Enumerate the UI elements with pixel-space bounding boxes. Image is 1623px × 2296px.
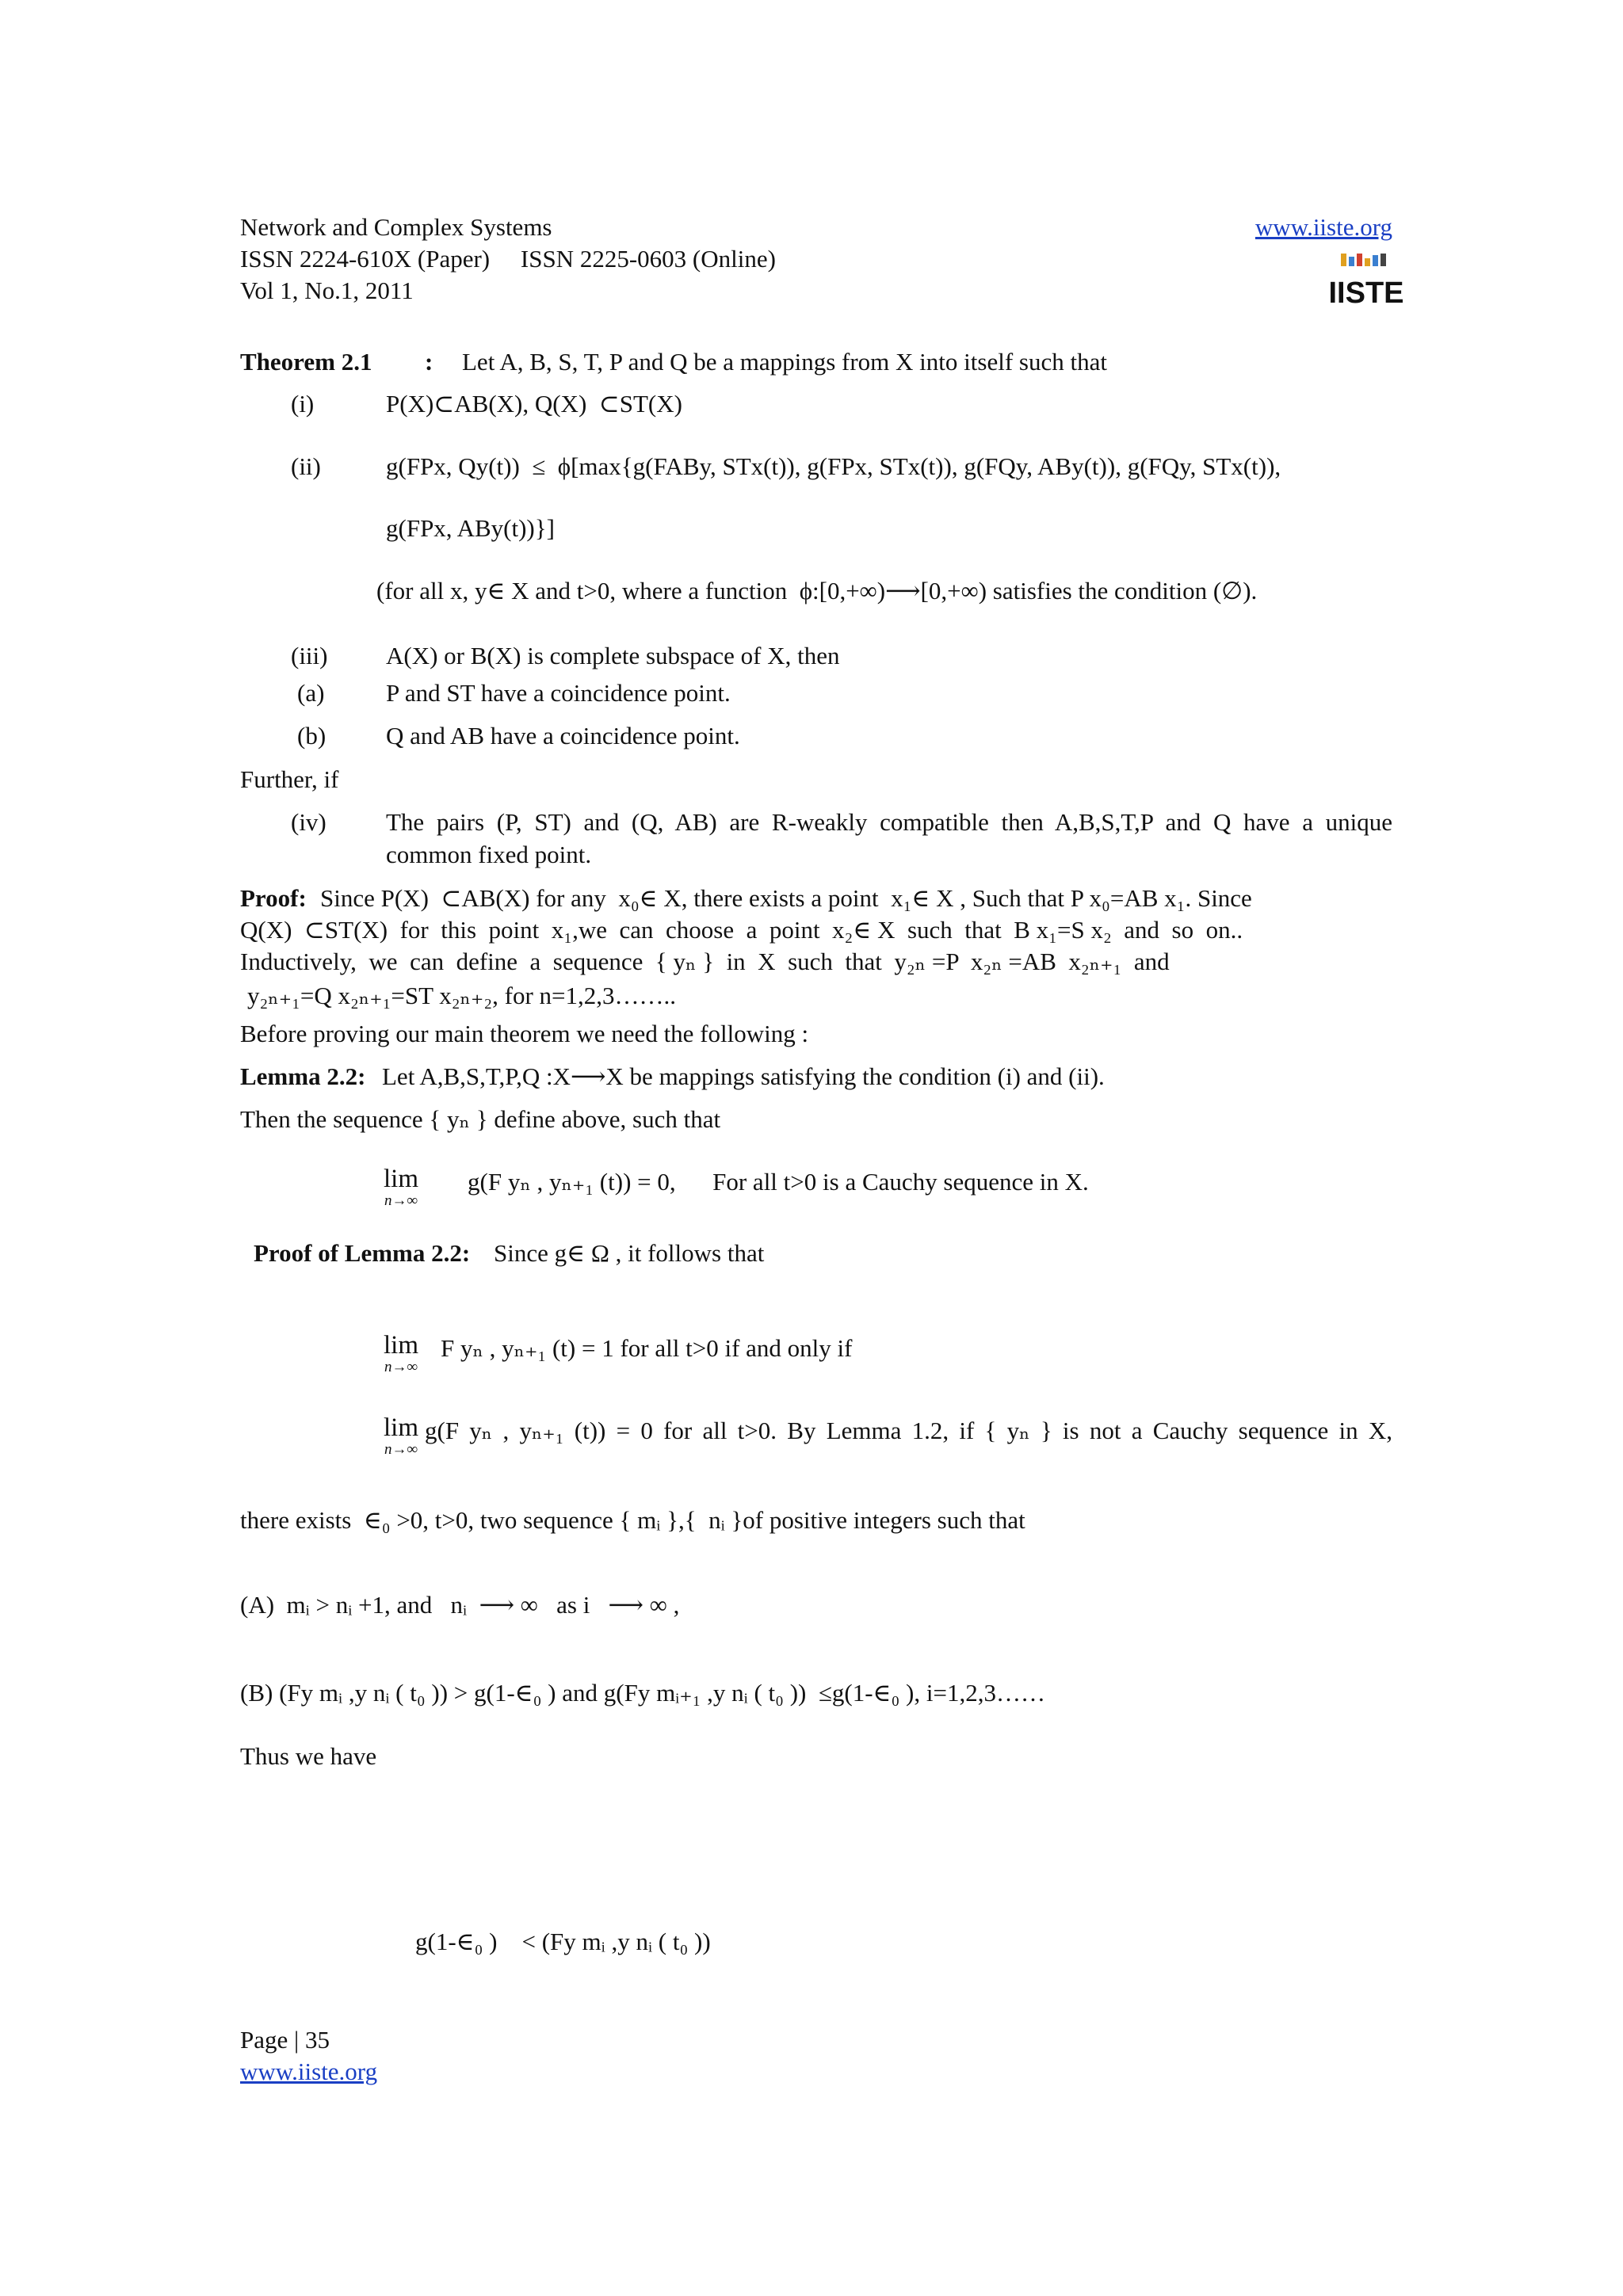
proof-label: Proof: (240, 884, 307, 912)
footer-website-link[interactable]: www.iiste.org (240, 2058, 378, 2085)
page-number: Page | 35 (240, 2026, 330, 2054)
volume-line: Vol 1, No.1, 2011 (240, 277, 414, 304)
svg-text:IISTE: IISTE (1328, 277, 1404, 310)
item-text: g(FPx, Qy(t)) ≤ ϕ[max{g(FABy, STx(t)), g(FPx, STx(t)), g(FQy, ABy(t)), g(FQy, STx(t)), (386, 452, 1281, 480)
there-exists-line: there exists ∈₀ >0, t>0, two sequence { mᵢ },{ nᵢ }of positive integers such that (240, 1506, 1025, 1534)
equation-line: g(F yₙ , yₙ₊₁ (t)) = 0 for all t>0. By Lemma 1.2, if { yₙ } is not a Cauchy sequence in X, (425, 1417, 1392, 1444)
limit-operator: lim n→∞ (383, 1165, 418, 1209)
item-number: (b) (297, 722, 327, 749)
item-text: g(FPx, ABy(t))}] (386, 514, 555, 542)
item-number: (i) (291, 390, 315, 418)
item-number: (iv) (291, 808, 327, 836)
item-text: P(X)⊂AB(X), Q(X) ⊂ST(X) (386, 390, 682, 418)
theorem-colon: : (425, 348, 433, 376)
item-number: (a) (297, 679, 325, 707)
item-text: common fixed point. (386, 841, 592, 868)
header-website-link[interactable]: www.iiste.org (1254, 213, 1392, 241)
journal-title: Network and Complex Systems (240, 213, 552, 241)
issn-line: ISSN 2224-610X (Paper) ISSN 2225-0603 (Online) (240, 245, 776, 273)
item-text: A(X) or B(X) is complete subspace of X, then (386, 642, 840, 669)
condition-b: (B) (Fy mᵢ ,y nᵢ ( t₀ )) > g(1-∈₀ ) and g(Fy mᵢ₊₁ ,y nᵢ ( t₀ )) ≤g(1-∈₀ ), i=1,2,3…… (240, 1679, 1045, 1707)
item-text: P and ST have a coincidence point. (386, 679, 731, 707)
equation-line: F yₙ , yₙ₊₁ (t) = 1 for all t>0 if and only if (441, 1334, 853, 1362)
lemma-line: Then the sequence { yₙ } define above, such that (240, 1105, 721, 1133)
proof-line: y₂ₙ₊₁=Q x₂ₙ₊₁=ST x₂ₙ₊₂, for n=1,2,3…….. (247, 982, 677, 1009)
lemma-proof-text: Since g∈ Ω , it follows that (494, 1239, 765, 1267)
iiste-logo-icon (1328, 252, 1404, 310)
thus-text: Thus we have (240, 1742, 377, 1770)
item-text: The pairs (P, ST) and (Q, AB) are R-weakly compatible then A,B,S,T,P and Q have a unique (386, 808, 1392, 836)
condition-a: (A) mᵢ > nᵢ +1, and nᵢ ⟶ ∞ as i ⟶ ∞ , (240, 1591, 680, 1619)
item-number: (iii) (291, 642, 328, 669)
final-inequality: g(1-∈₀ ) < (Fy mᵢ ,y nᵢ ( t₀ )) (415, 1928, 711, 1955)
item-number: (ii) (291, 452, 321, 480)
limit-operator: lim n→∞ (383, 1331, 418, 1375)
proof-line: Q(X) ⊂ST(X) for this point x₁,we can choose a point x₂∈ X such that B x₁=S x₂ and so on.. (240, 916, 1243, 944)
lemma-label: Lemma 2.2: (240, 1062, 366, 1090)
limit-operator: lim n→∞ (383, 1413, 418, 1458)
further-text: Further, if (240, 765, 339, 793)
item-text: (for all x, y∈ X and t>0, where a function ϕ:[0,+∞)⟶[0,+∞) satisfies the condition (∅). (376, 577, 1258, 605)
lemma-proof-label: Proof of Lemma 2.2: (254, 1239, 471, 1267)
item-text: Q and AB have a coincidence point. (386, 722, 740, 749)
theorem-intro: Let A, B, S, T, P and Q be a mappings from X into itself such that (462, 348, 1107, 376)
theorem-label: Theorem 2.1 (240, 348, 372, 376)
lemma-text: Let A,B,S,T,P,Q :X⟶X be mappings satisfying the condition (i) and (ii). (382, 1062, 1105, 1090)
proof-before: Before proving our main theorem we need the following : (240, 1020, 809, 1047)
proof-line: Inductively, we can define a sequence { yₙ } in X such that y₂ₙ =P x₂ₙ =AB x₂ₙ₊₁ and (240, 948, 1170, 975)
lemma-equation: g(F yₙ , yₙ₊₁ (t)) = 0, For all t>0 is a Cauchy sequence in X. (468, 1168, 1089, 1196)
proof-line: Since P(X) ⊂AB(X) for any x₀∈ X, there exists a point x₁∈ X , Such that P x₀=AB x₁. Since (320, 884, 1252, 912)
